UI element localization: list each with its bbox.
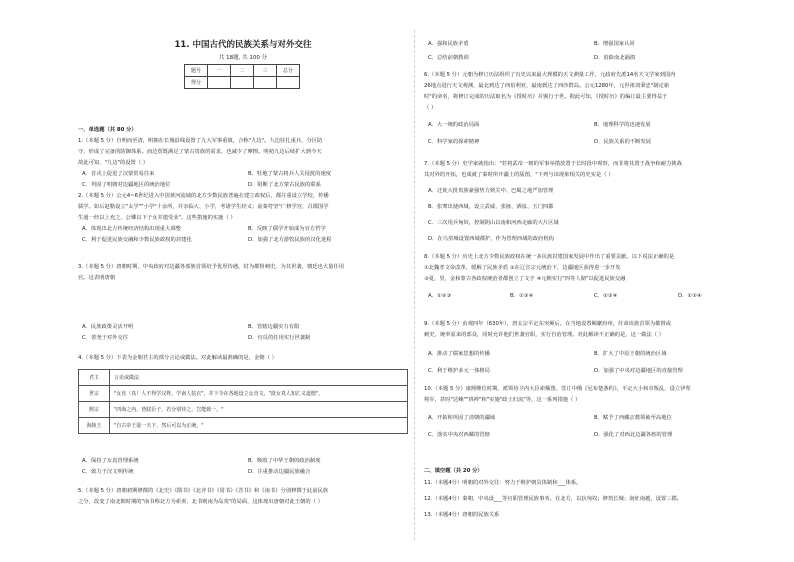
score-header-cell: 题号 [185,65,208,77]
option-c: C．三次用兵匈奴，控制阴山以南和河西走廊的大片区域 [428,220,559,226]
option-b: B．管辖边疆实力有限 [248,324,300,330]
column-divider [414,30,415,540]
question-3-options [78,322,408,344]
option-a: A．①②③ [428,293,452,299]
option-c: C．利于维护多元一体格局 [428,368,490,374]
option-c: C．总结前朝教训 [428,55,469,61]
question-line: 官。这表明唐朝 [78,275,116,281]
rulers-table-header: 言论或做法 [110,370,408,386]
question-5-options [424,39,764,61]
question-7 [424,159,764,181]
option-b: B．牡地了蒙古将兵人关侵扰的速度 [248,171,332,177]
section1-title: 一、单选题（共 80 分） [78,127,137,133]
option-d: D．阻断了北方蒙古民族的联系 [248,182,321,188]
question-line: 9.（本题 5 分）贞观四年（630年），唐太宗平定东突厥后，在当地设置羁縻府州，任命该族首领为都督或 [424,321,672,327]
question-line: 1.（本题 5 分）自明而至清，明朝在长城沿线设置了九大军事重镇，合称"九边"。九边驻扎重兵，分区防 [78,138,323,144]
question-1 [78,136,408,169]
option-c: C．②③④ [594,293,618,299]
question-line: 之分，改变了南北朝时期的"南书称北方为索虏，北书则南为岛夷"的局面，这体现出唐朝对此王朝的（ ） [78,499,323,505]
question-1-options [78,169,408,191]
question-line: 5.（本题 5 分）唐朝初期修撰的《北史》《隋书》《北齐书》《周书》《晋书》和《南书》分别修撰于此前民族 [78,488,329,494]
score-cell [231,77,254,89]
option-c: C．利于促进民族交融和少数民族政权的封建化 [82,237,192,243]
option-c: C．致力于汉文明传统 [82,469,134,475]
score-row-label: 得分 [185,77,208,89]
question-9-options [424,349,764,379]
question-7-options [424,186,764,248]
score-table [184,64,300,89]
question-line: 3.（本题 5 分）唐朝时期，中央政府对边疆各部族首领给予优厚待遇，封为都督刺史，为其世袭，朝廷也大量任用 [78,264,345,270]
question-2-options [78,224,408,246]
option-a: A．强和民族矛盾 [428,41,469,47]
question-5 [78,486,408,508]
paper-subtitle: 共 18题, 共 100 分 [218,55,268,61]
question-10 [424,384,764,406]
option-d: D．在乌垒城设置西域都护，作为管理西域的政府机构 [428,236,554,242]
option-d: D．消除南北隔阂 [594,55,636,61]
option-d: D．加强了中央对边疆地区的直接管理 [594,368,683,374]
option-a: A．首戎上促进了汉蒙贸易往来 [82,171,155,177]
option-b: B．地理科学的迅速发展 [594,122,651,128]
question-11 [424,478,764,489]
option-b: B．扩大了中原王朝的统治区域 [594,351,667,357]
option-b: B．吸收了中华王朝的政治制度 [248,458,321,464]
score-header-cell: 二 [231,65,254,77]
option-d: D．强化了对西北边疆各族的管理 [594,432,673,438]
question-8-options [424,291,764,302]
question-3 [78,262,408,284]
option-b: B．赋予了西藏宗教领袖至高地位 [594,415,672,421]
score-cell [277,77,300,89]
option-b: B．增强国家认同 [594,41,635,47]
option-c: C．巩固了明朝对边疆地区的统治地位 [82,182,171,188]
option-a: A．开拓和巩固了清朝的疆域 [428,415,496,421]
question-line: 10.（本题 5 分）康熙继位时期，派领侍卫内大臣索额图、签订中俄《尼布楚条约》，平定大小和卓叛乱，设立伊犁 [424,386,691,392]
question-4-options [78,456,408,478]
score-header-cell: 一 [208,65,231,77]
question-line: 26地点进行天文观测，最北到达了西伯利亚，最南到达了西沙群岛。公元1280年，元世祖刘秉忠"制定新 [424,83,670,89]
question-line: 儒学。如后赵勒设立"太学""小学"十余所，并亲临大、小学，考诸学生经义；前秦符坚"广修学宫，召郡国学 [78,204,329,210]
score-cell [208,77,231,89]
question-line: ③夏，里，金和蒙古各政权统治者都创立了文字 ④元朝实行"四等人制"以促进民族交融 [424,276,626,282]
paper-title: 11. 中国古代的民族关系与对外交往 [174,40,312,50]
section2-title: 二、填空题（共 20 分） [424,468,483,474]
question-line: 刺史，统率原来的部众，同时允许他们世袭官职，实行自治管理。对此解读不正确的是，这一做法（ ） [424,332,665,338]
question-line: 守，形成了完备的防御体系。而边贸既满足了蒙古贵族的需求，也减少了摩擦。明初九边后续扩大到今天 [78,149,322,155]
question-12 [424,494,764,505]
option-a: A．保持了女真管理系统 [82,458,139,464]
score-header-cell: 总分 [277,65,300,77]
question-9 [424,319,764,341]
option-c: C．善尧于对外交往 [82,335,129,341]
question-line: 其对外的开拓，也成就了秦时所开疆土的版图，"下列与该现象相关的史实是（ ） [424,172,614,178]
option-c: C．科学家的探索精神 [428,139,480,145]
question-line: 8.（本题 5 分）历史上北方少数民族政权在统一多民族封建国家发展中作出了重要贡献。以下说法正确的是 [424,254,675,260]
rulers-table [78,369,408,434]
question-10-options [424,413,764,443]
ruler-name: 世宗 [79,386,110,402]
option-d: D．①②④ [678,293,702,299]
question-line: 2.（本题 5 分）公元4~6世纪进入中国黄河流域的北方少数民族普遍在建立政权后，都注重设立学校，传播 [78,193,329,199]
question-line: 故此可知，"九边"的设置（ ） [78,160,149,166]
question-line: 生通一经以上充之，公卿以下子女并遣受业"。这些措施的实施（ ） [78,215,236,221]
score-cell [254,77,277,89]
question-line: 6.（本题 5 分）元朝为修订历法组织了有史以来最大规模的天文测量工作，元政府先派14名天文学家到国内 [424,72,676,78]
question-13 [424,510,764,521]
question-line: 7.（本题 5 分）史学家就指出："若将武帝一朝的军事举措放置于长时段中观察，而非将其置于战争和耐力挑战 [424,161,682,167]
ruler-name: 熙宗 [79,402,110,418]
option-d: D．注重推动边疆民族融合 [248,469,311,475]
question-line: 13.（本题4分）唐朝的民族关系 [424,512,500,518]
option-a: A．体现出北方传统经济结构出现重大调整 [82,226,181,232]
ruler-saying: "女直（真）人不得学汉姓，学南人装衣"，并下令在各地设立女直文，"欲女真人知汇义道德"。 [110,386,408,402]
ruler-name: 海陵王 [79,418,110,434]
option-b: B．反映了儒学开始成为官方哲学 [248,226,326,232]
question-line: 12.（本题4分）秦朝，中央设___等官职管理民族事务。在北方，以抗匈奴；修筑长城；南征南越，设置三郡。 [424,496,683,502]
question-4 [78,353,408,364]
question-line: （ ） [424,105,437,111]
option-d: D．民族关系的不断发展 [594,139,652,145]
question-line: 4.（本题 5 分）下表为金朝君主的部分言论或做法。对此解读最准确的是，金朝（ ） [78,355,277,361]
option-a: A．推动了儒家思想的传播 [428,351,490,357]
option-a: A．迁徙大批贵族豪强势力到关中、巴蜀之地严加管理 [428,188,554,194]
rulers-table-header: 君主 [79,370,110,386]
option-b: B．张骞出使西域，设立武威、张掖、酒泉、玉门四郡 [428,204,554,210]
ruler-saying: "自古帝王混一天下，然后可以为正统。" [110,418,408,434]
option-b: B．①③④ [510,293,534,299]
question-line: ①北魏孝文帝改革，缓解了民族矛盾 ②在辽宣宗元统治下，边疆地区获得进一步开发 [424,265,621,271]
option-d: D．加强了北方游牧民族的汉化进程 [248,237,332,243]
ruler-saying: "四海之内，皆朕臣子，若分别待之，岂能致一。" [110,402,408,418]
question-line: 时"的命名，将修订完成的历法取名为《授时历》并颁行于世。据此可知，《授时历》的编订最主要得益于 [424,94,668,100]
option-c: C．落实中央对西藏的管辖 [428,432,490,438]
option-a: A．大一统的政治局面 [428,122,480,128]
option-d: D．官员的任用实行世袭制 [248,335,311,341]
question-line: 11.（本题4分）明朝的对外交往：努力于维护朝贡体制和___体系。 [424,480,582,486]
option-a: A．民族政策灵活开明 [82,324,134,330]
question-6-options [424,120,764,150]
question-6 [424,70,764,114]
score-header-cell: 三 [254,65,277,77]
question-8 [424,252,764,285]
question-line: 将军，甚时"达赖""班禅"和"实施"政土归流"等，这一系列措施（ ） [424,397,581,403]
question-2 [78,191,408,224]
